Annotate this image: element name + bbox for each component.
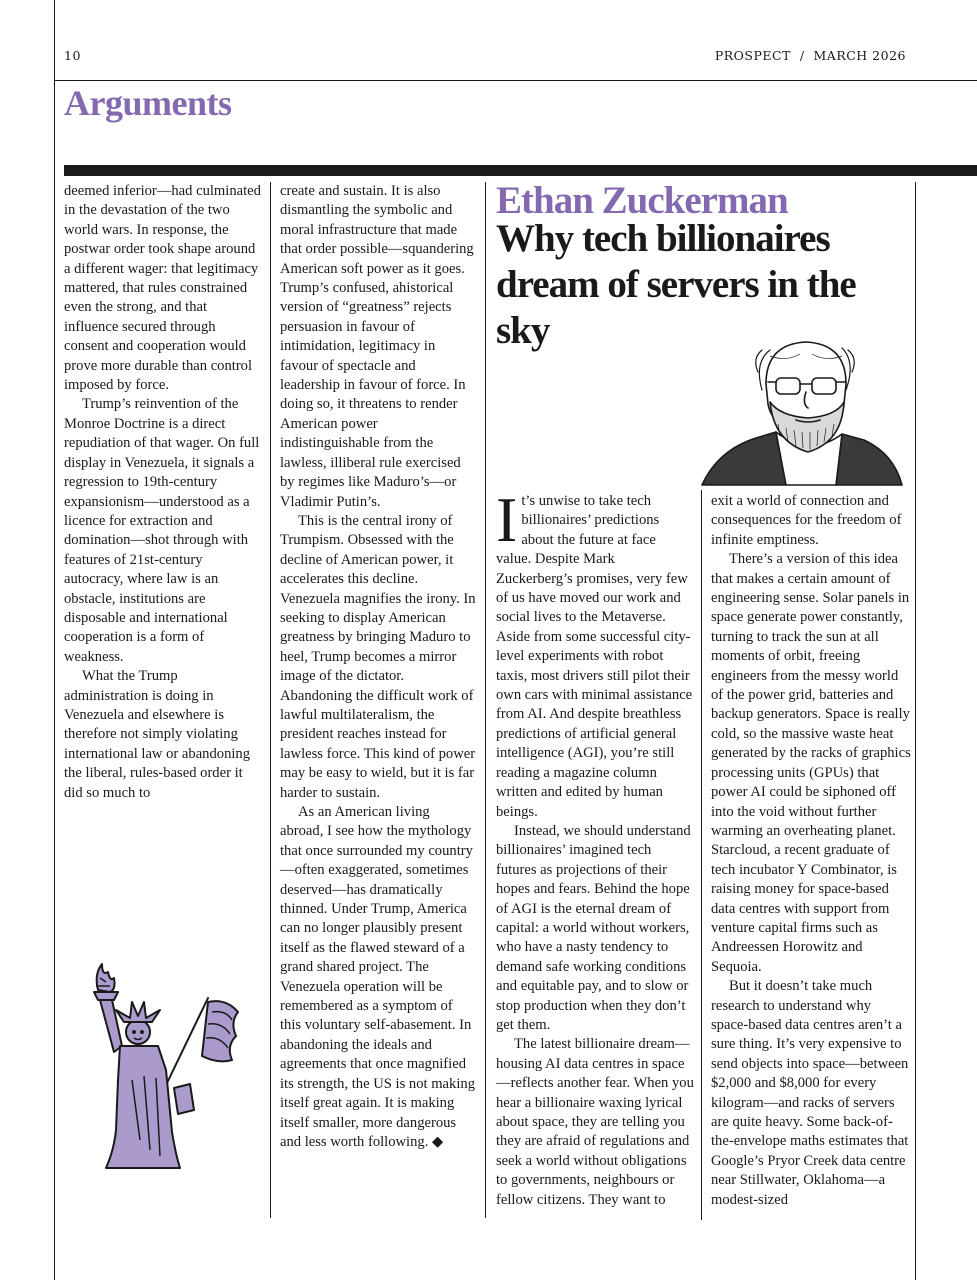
vest xyxy=(702,432,786,485)
paragraph xyxy=(280,803,476,1152)
page-number: 10 xyxy=(64,48,81,63)
article-column-2 xyxy=(711,492,911,1210)
paragraph: deemed inferior—had culminated in the devastation of the two world wars. In response, the postwar order took shape around a different wager: that legitimacy mattered, that rules constrained even the strong, and that influence secured through consent and cooperation would prove more durable than control imposed by force. xyxy=(64,183,261,394)
end-mark: ◆ xyxy=(428,1133,444,1150)
paragraph-text: t’s unwise to take tech billionaires’ predictions about the future at face value. Despite Mark Zuckerberg’s promises, very few of us have moved our work and social lives to the Metaverse. Aside from some successful city-level experiments with robot taxis, most drivers still pilot their own cars with minimal assistance from AI. And despite breathless predictions of artificial general intelligence (AGI), you’re still reading a magazine column written and edited by human beings. xyxy=(496,493,693,820)
statue-of-liberty-illustration xyxy=(80,960,250,1175)
section-title: Arguments xyxy=(64,83,232,123)
paragraph: There’s a version of this idea that makes a certain amount of engineering sense. Solar panels in space generate power constantly, turning to track the sun at all moments of orbit, freeing engineers from the messy world of the power grid, batteries and backup generators. Space is really cold, so the massive waste heat generated by the racks of graphics processing units (GPUs) that power AI could be siphoned off into the void without further warming an overheating planet. Starcloud, a recent graduate of tech incubator Y Combinator, is raising money for space-based data centres with support from venture capital firms such as Andreessen Horowitz and Sequoia. xyxy=(711,551,911,975)
tablet xyxy=(174,1084,194,1114)
flag xyxy=(202,1001,238,1061)
previous-article-column-2 xyxy=(280,182,476,1152)
column-rule-3 xyxy=(701,490,702,1220)
previous-article-column-1 xyxy=(64,182,262,803)
paragraph: What the Trump administration is doing in Venezuela and elsewhere is therefore not simply violating international law or abandoning the liberal, rules-based order it did so much to xyxy=(64,668,251,801)
drop-cap: I xyxy=(496,484,518,555)
masthead: PROSPECT / MARCH 2026 xyxy=(714,48,906,63)
paragraph: create and sustain. It is also dismantling the symbolic and moral infrastructure that made that order possible—squandering American soft power as it goes. Trump’s confused, ahistorical version of “greatness” rejects persuasion in favour of intimidation, legitimacy in favour of spectacle and leadership in favour of force. In doing so, it threatens to render American power indistinguishable from the lawless, illiberal rule exercised by regimes like Maduro’s—or Vladimir Putin’s. xyxy=(280,183,474,510)
page-left-rule xyxy=(54,0,55,1280)
raised-arm xyxy=(100,1000,122,1052)
paragraph: The latest billionaire dream—housing AI data centres in space—reflects another fear. When you hear a billionaire waxing lyrical about space, they are telling you they are afraid of regulations and seek a world without obligations to governments, neighbours or fellow citizens. They want to xyxy=(496,1036,694,1208)
vest-right xyxy=(836,434,902,485)
torch-cup xyxy=(94,992,118,1000)
author-name: Ethan Zuckerman xyxy=(496,179,788,222)
section-bar xyxy=(64,165,977,176)
torch-flame xyxy=(97,964,115,992)
header-rule xyxy=(54,80,977,81)
robe xyxy=(106,1046,180,1168)
paragraph: This is the central irony of Trumpism. Obsessed with the decline of American power, it accelerates this decline. Venezuela magnifies the irony. In seeking to display American greatness by bringing Maduro to heel, Trump becomes a mirror image of the dictator. Abandoning the difficult work of lawful multilateralism, the president reaches instead for lawless force. This kind of power may be easy to wield, but it is far harder to sustain. xyxy=(280,512,476,801)
paragraph xyxy=(496,484,694,822)
column-rule-2 xyxy=(485,182,486,1218)
headline: Why tech billionaires dream of servers in the sky xyxy=(496,217,856,352)
author-portrait-illustration xyxy=(696,332,908,487)
paragraph: Instead, we should understand billionaires’ imagined tech futures as projections of their hopes and fears. Behind the hope of AGI is the eternal dream of capital: a world without workers, who have a nasty tendency to demand safe working conditions and equitable pay, and to slow or stop production when they don’t get them. xyxy=(496,822,691,1033)
paragraph: But it doesn’t take much research to understand why space-based data centres aren’t a sure thing. It’s very expensive to send objects into space—between $2,000 and $8,000 for every kilogram—and racks of servers are quite heavy. Some back-of-the-envelope maths estimates that Google’s Pryor Creek data centre near Stillwater, Oklahoma—a modest-sized xyxy=(711,978,909,1208)
paragraph: exit a world of connection and consequences for the freedom of infinite emptiness. xyxy=(711,493,902,548)
page-right-rule xyxy=(915,182,916,1280)
column-rule-1 xyxy=(270,182,271,1218)
article-column-1 xyxy=(496,484,694,1210)
paragraph-text: As an American living abroad, I see how the mythology that once surrounded my country—often exaggerated, sometimes deserved—has dramatically thinned. Under Trump, America can no longer plausibly present itself as the flawed steward of a grand shared project. The Venezuela operation will be remembered as a symptom of this voluntary self-abasement. In abandoning the ideals and agreements that once magnified its strength, the US is not making itself great again. It is making itself smaller, more dangerous and less worth following. xyxy=(280,804,475,1150)
paragraph: Trump’s reinvention of the Monroe Doctrine is a direct repudiation of that wager. On full display in Venezuela, it signals a regression to 19th-century expansionism—understood as a licence for extraction and domination—shot through with features of 21st-century autocracy, where law is an obstacle, institutions are disposable and international cooperation is a form of weakness. xyxy=(64,396,260,665)
crown xyxy=(116,1002,160,1022)
